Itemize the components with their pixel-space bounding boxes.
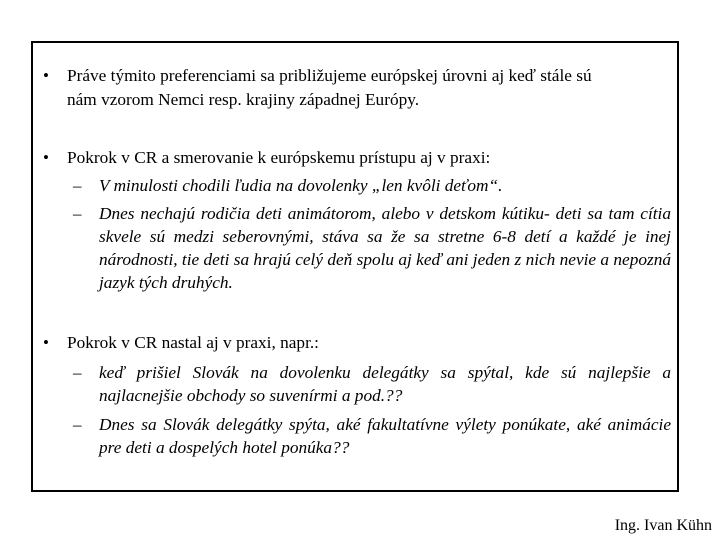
bullet-marker: •: [43, 333, 49, 352]
bullet-text-line: Pokrok v CR a smerovanie k európskemu prístupu aj v praxi:: [67, 148, 491, 167]
bullet-marker: •: [43, 66, 49, 85]
sub-bullet-text: keď prišiel Slovák na dovolenku delegátky sa spýtal, kde sú najlepšie a najlacnejšie obchody so suvenírmi a pod.??: [99, 363, 671, 405]
sub-bullet-marker: –: [73, 415, 82, 434]
sub-bullet-marker: –: [73, 176, 82, 195]
sub-bullet-text: V minulosti chodili ľudia na dovolenky „len kvôli deťom“.: [99, 176, 503, 195]
slide-frame: [31, 41, 679, 492]
author-footer: Ing. Ivan Kühn: [614, 517, 712, 534]
sub-bullet-marker: –: [73, 204, 82, 223]
bullet-text-line: Práve týmito preferenciami sa približujeme európskej úrovni aj keď stále sú: [67, 66, 592, 85]
bullet-marker: •: [43, 148, 49, 167]
bullet-text-line: nám vzorom Nemci resp. krajiny západnej Európy.: [67, 90, 420, 109]
bullet-text-line: Pokrok v CR nastal aj v praxi, napr.:: [67, 333, 319, 352]
sub-bullet-text: Dnes sa Slovák delegátky spýta, aké fakultatívne výlety ponúkate, aké animácie pre deti a dospelých hotel ponúka??: [99, 415, 671, 457]
sub-bullet-text: Dnes nechajú rodičia deti animátorom, alebo v detskom kútiku- deti sa tam cítia skvele sú medzi seberovnými, stáva sa že sa stretne 6-8 detí a každé je inej národnosti, tie deti sa hrajú celý deň spolu aj keď ani jeden z nich nevie a nepozná jazyk tých druhých.: [99, 204, 671, 292]
sub-bullet-marker: –: [73, 363, 82, 382]
